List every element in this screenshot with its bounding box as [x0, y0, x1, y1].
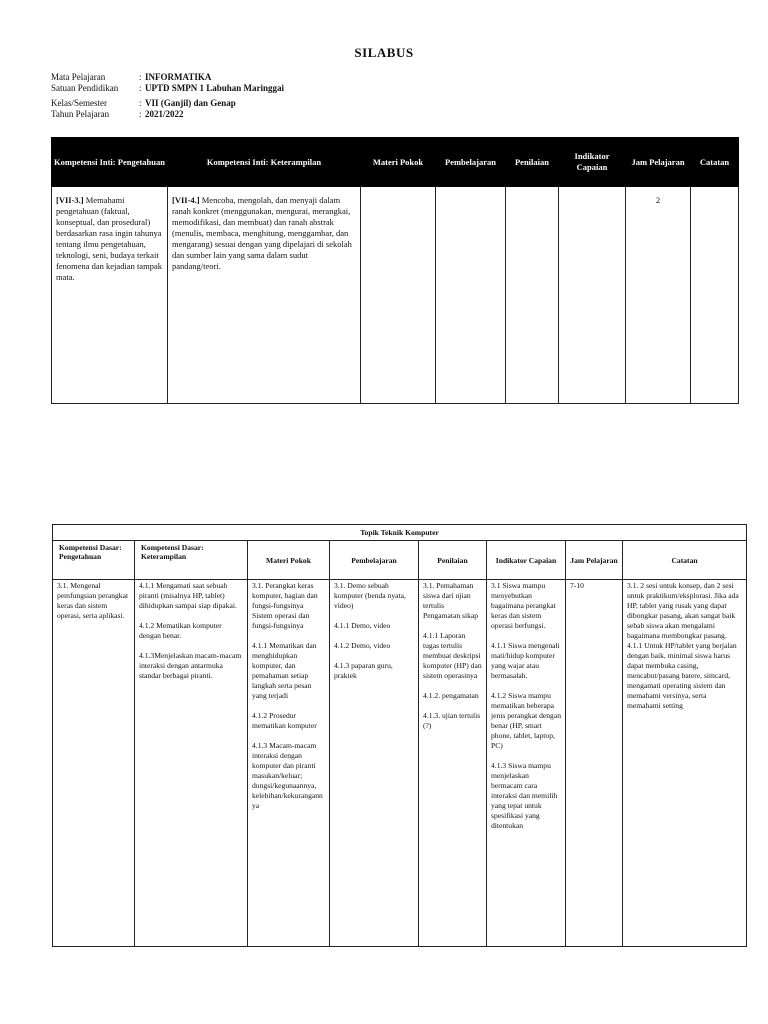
core-competency-table — [51, 137, 739, 404]
meta-colon: : — [139, 109, 142, 119]
column-header: Catatan — [691, 138, 739, 187]
meta-label: Kelas/Semester — [51, 98, 107, 108]
column-header: Pembelajaran — [330, 541, 419, 580]
column-header: Catatan — [623, 541, 747, 580]
ki-knowledge-text: Memahami pengetahuan (faktual, konseptual, dan prosedural) berdasarkan rasa ingin tahunya tentang ilmu pengetahuan, teknologi, seni, budaya terkait fenomena dan kejadian tampak mata. — [56, 195, 162, 282]
table-row — [53, 580, 747, 947]
column-header: Kompetensi Inti: Pengetahuan — [52, 138, 168, 187]
table-header-row — [53, 541, 747, 580]
meta-row-subject — [51, 72, 284, 83]
table-row — [52, 187, 739, 404]
meta-label: Satuan Pendidikan — [51, 83, 119, 93]
column-header: Materi Pokok — [361, 138, 436, 187]
pembelajaran-cell — [330, 580, 419, 947]
jam-cell: 2 — [626, 187, 691, 404]
ki-knowledge-code: [VII-3.] — [56, 195, 84, 205]
document-meta — [51, 72, 284, 120]
basic-competency-table — [52, 524, 747, 947]
meta-colon: : — [139, 98, 142, 108]
indikator-cell — [487, 580, 566, 947]
penilaian-cell — [419, 580, 487, 947]
catatan-item: 4.1.1 Untuk HP/tablet yang berjalan dengan baik, minimal siswa harus dapat membuka casing, mencabut/pasang batere, simcard, mengamati operating sistem dan memahami versinya, serta memahami setting — [627, 641, 737, 710]
column-header: Penilaian — [506, 138, 559, 187]
pembelajaran-item: 4.1.2 Demo, video — [334, 641, 391, 650]
penilaian-item: 4.1.1 Laporan tugas tertulis membuat deskripsi komputer (HP) dan sistem operasinya — [423, 631, 482, 680]
meta-label: Tahun Pelajaran — [51, 109, 110, 119]
column-header: Indikator Capaian — [487, 541, 566, 580]
kd-skill-item: 4.1.1 Mengamati saat sebuah piranti (misalnya HP, tablet) dihidupkan sampai siap dipakai. — [139, 581, 237, 610]
column-header: Penilaian — [419, 541, 487, 580]
kd-skill-item: 4.1.2 Mematikan komputer dengan benar. — [139, 621, 222, 640]
meta-colon: : — [139, 83, 142, 93]
indikator-item: 4.1.3 Siswa mampu menjelaskan bermacam cara interaksi dan memilih yang tepat untuk spesifikasi yang ditentukan — [491, 761, 558, 830]
penilaian-item: 4.1.3. ujian tertulis (?) — [423, 711, 481, 730]
meta-row-class — [51, 98, 284, 109]
kd-knowledge-item: 3.1. Mengenal pemfungsian perangkat keras dan sistem operasi, serta aplikasi. — [57, 581, 129, 620]
meta-row-year — [51, 109, 284, 120]
materi-item: 3.1. Perangkat keras komputer, bagian dan fungsi-fungsinya Sistem operasi dan fungsi-fungsinya — [252, 581, 318, 630]
column-header: Kompetensi Inti: Keterampilan — [168, 138, 361, 187]
ki-skill-cell — [168, 187, 361, 404]
meta-colon: : — [139, 72, 142, 82]
column-header: Kompetensi Dasar: Keterampilan — [135, 541, 248, 580]
indikator-item: 4.1.2 Siswa mampu mematikan beberapa jenis perangkat dengan benar (HP, smart phone, tablet, laptop, PC) — [491, 691, 562, 750]
meta-value: 2021/2022 — [145, 109, 184, 119]
topic-title: Topik Teknik Komputer — [53, 525, 747, 541]
penilaian-item: 4.1.2. pengamatan — [423, 691, 479, 700]
topic-row — [53, 525, 747, 541]
indikator-item: 4.1.1 Siswa mengenali mati/hidup komputer yang wajar atau bermasalah. — [491, 641, 560, 680]
column-header: Jam Pelajaran — [566, 541, 623, 580]
materi-item: 4.1.1 Mematikan dan menghidupkan komputer, dan pemahaman setiap langkah serta pesan yang terjadi — [252, 641, 317, 700]
catatan-cell — [691, 187, 739, 404]
meta-value: UPTD SMPN 1 Labuhan Maringgai — [145, 83, 285, 93]
meta-value: INFORMATIKA — [145, 72, 212, 82]
pembelajaran-item: 4.1.3 paparan guru, praktek — [334, 661, 393, 680]
kd-skill-cell — [135, 580, 248, 947]
column-header: Materi Pokok — [248, 541, 330, 580]
catatan-cell — [623, 580, 747, 947]
materi-item: 4.1.3 Macam-macam interaksi dengan komputer dan piranti masukan/keluar; dungsi/kegunaannya, kelebihan/kekurangannya — [252, 741, 323, 810]
kd-skill-item: 4.1.3Menjelaskan macam-macam interaksi dengan antarmuka standar berbagai piranti. — [139, 651, 242, 680]
jam-cell: 7-10 — [566, 580, 623, 947]
ki-skill-code: [VII-4.] — [172, 195, 200, 205]
meta-row-school — [51, 83, 284, 94]
column-header: Jam Pelajaran — [626, 138, 691, 187]
column-header: Kompetensi Dasar: Pengetahuan — [53, 541, 135, 580]
kd-knowledge-cell — [53, 580, 135, 947]
materi-item: 4.1.2 Prosedur mematikan komputer — [252, 711, 317, 730]
pembelajaran-item: 4.1.1 Demo, video — [334, 621, 391, 630]
column-header: Pembelajaran — [436, 138, 506, 187]
meta-label: Mata Pelajaran — [51, 72, 106, 82]
materi-cell — [361, 187, 436, 404]
penilaian-cell — [506, 187, 559, 404]
meta-value: VII (Ganjil) dan Genap — [145, 98, 236, 108]
pembelajaran-item: 3.1. Demo sebuah komputer (benda nyata, video) — [334, 581, 406, 610]
table-header-row — [52, 138, 739, 187]
ki-knowledge-cell — [52, 187, 168, 404]
column-header: Indikator Capaian — [559, 138, 626, 187]
indikator-cell — [559, 187, 626, 404]
pembelajaran-cell — [436, 187, 506, 404]
catatan-item: 3.1. 2 sesi untuk konsep, dan 2 sesi untuk praktikum/eksplorasi. Jika ada HP, tablet yang rusak yang dapat dibongkar pasang, akan sangat baik sebab siswa akan mengalami bagaimana membongkar pasang. — [627, 581, 739, 640]
materi-cell — [248, 580, 330, 947]
document-title: SILABUS — [354, 45, 414, 60]
ki-skill-text: Mencoba, mengolah, dan menyaji dalam ranah konkret (menggunakan, mengurai, merangkai, memodifikasi, dan membuat) dan ranah abstrak (menulis, membaca, menghitung, menggambar, dan mengarang) sesuai dengan yang dipelajari di sekolah dan sumber lain yang sama dalam sudut pandang/teori. — [172, 195, 352, 271]
indikator-item: 3.1 Siswa mampu menyebutkan bagaimana perangkat keras dan sistem operasi berfungsi. — [491, 581, 556, 630]
penilaian-item: 3.1. Pemahaman siswa dari ujian tertulis Pengamatan sikap — [423, 581, 479, 620]
